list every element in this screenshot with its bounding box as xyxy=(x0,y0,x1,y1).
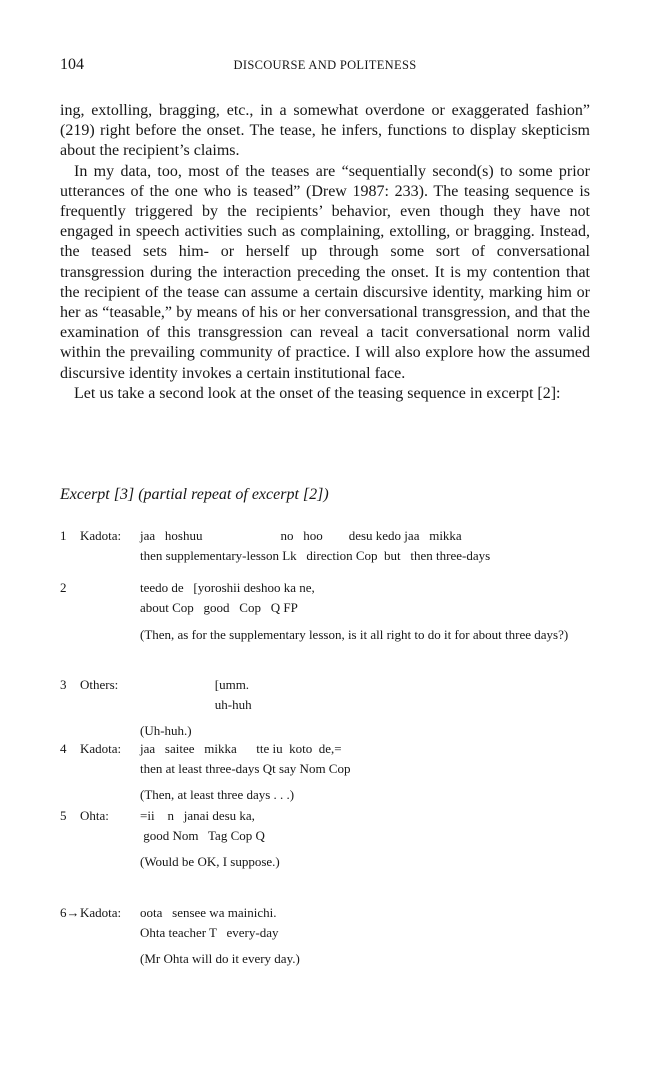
page-header xyxy=(60,56,590,76)
line-number: 6→ xyxy=(60,905,80,920)
original-text: [umm. xyxy=(140,677,250,692)
transcript-line-3 xyxy=(60,677,600,747)
translation-text: (Would be OK, I suppose.) xyxy=(140,854,280,869)
speaker-label: Ohta: xyxy=(80,808,109,823)
speaker-label: Kadota: xyxy=(80,905,122,920)
paragraph-2: In my data, too, most of the teases are “sequentially second(s) to some prior utterances of the one who is teased” (Drew 1987: 233). The teasing sequence is frequently triggered by the recipients’ behavior, even though they have not engaged in speech activities such as complaining, extolling, or bragging. Instead, the teased sets him- or herself up through some sort of conversational transgression during the interaction preceding the onset. It is my contention that the recipient of the tease can assume a certain discursive identity, marking him or her as “teasable,” by means of his or her conversational transgression, and that the examination of this transgression can reveal a tacit conversational norm valid within the prevailing community of practice. I will also explore how the assumed discursive identity invokes a certain institutional face. xyxy=(60,162,590,382)
running-head: DISCOURSE AND POLITENESS xyxy=(233,58,417,72)
transcript-line-6 xyxy=(60,905,600,975)
transcript-line-1 xyxy=(60,528,600,568)
gloss-text: Ohta teacher T every-day xyxy=(140,925,279,940)
original-text: teedo de [yoroshii deshoo ka ne, xyxy=(140,580,315,595)
line-number: 1 xyxy=(60,528,67,543)
line-number: 2 xyxy=(60,580,67,595)
gloss-text: then supplementary-lesson Lk direction Cop but then three-days xyxy=(140,548,491,563)
line-number: 3 xyxy=(60,677,67,692)
paragraph-1: ing, extolling, bragging, etc., in a somewhat overdone or exaggerated fashion” (219) right before the onset. The tease, he infers, functions to display skepticism about the recipient’s claims. xyxy=(60,102,590,160)
line-number: 5 xyxy=(60,808,67,823)
speaker-label: Kadota: xyxy=(80,528,122,543)
original-text: jaa hoshuu no hoo desu kedo jaa mikka xyxy=(140,528,462,543)
translation-text: (Then, at least three days . . .) xyxy=(140,787,295,802)
translation-text: (Uh-huh.) xyxy=(140,723,192,738)
original-text: oota sensee wa mainichi. xyxy=(140,905,277,920)
speaker-label: Kadota: xyxy=(80,741,122,756)
transcript-line-5 xyxy=(60,808,600,878)
page-number: 104 xyxy=(60,56,84,73)
body-text xyxy=(60,101,590,404)
gloss-text: about Cop good Cop Q FP xyxy=(140,600,298,615)
transcript-line-4 xyxy=(60,741,600,811)
paragraph-3: Let us take a second look at the onset of the teasing sequence in excerpt [2]: xyxy=(74,384,561,402)
excerpt-title: Excerpt [3] (partial repeat of excerpt [2]) xyxy=(60,486,329,503)
gloss-text: then at least three-days Qt say Nom Cop xyxy=(140,761,351,776)
transcript-line-2 xyxy=(60,580,600,680)
original-text: jaa saitee mikka tte iu koto de,= xyxy=(140,741,342,756)
translation-text: (Then, as for the supplementary lesson, is it all right to do it for about three days?) xyxy=(140,627,569,642)
line-number: 4 xyxy=(60,741,67,756)
gloss-text: uh-huh xyxy=(140,697,252,712)
gloss-text: good Nom Tag Cop Q xyxy=(140,828,265,843)
translation-text: (Mr Ohta will do it every day.) xyxy=(140,951,300,966)
original-text: =ii n janai desu ka, xyxy=(140,808,255,823)
speaker-label: Others: xyxy=(80,677,119,692)
